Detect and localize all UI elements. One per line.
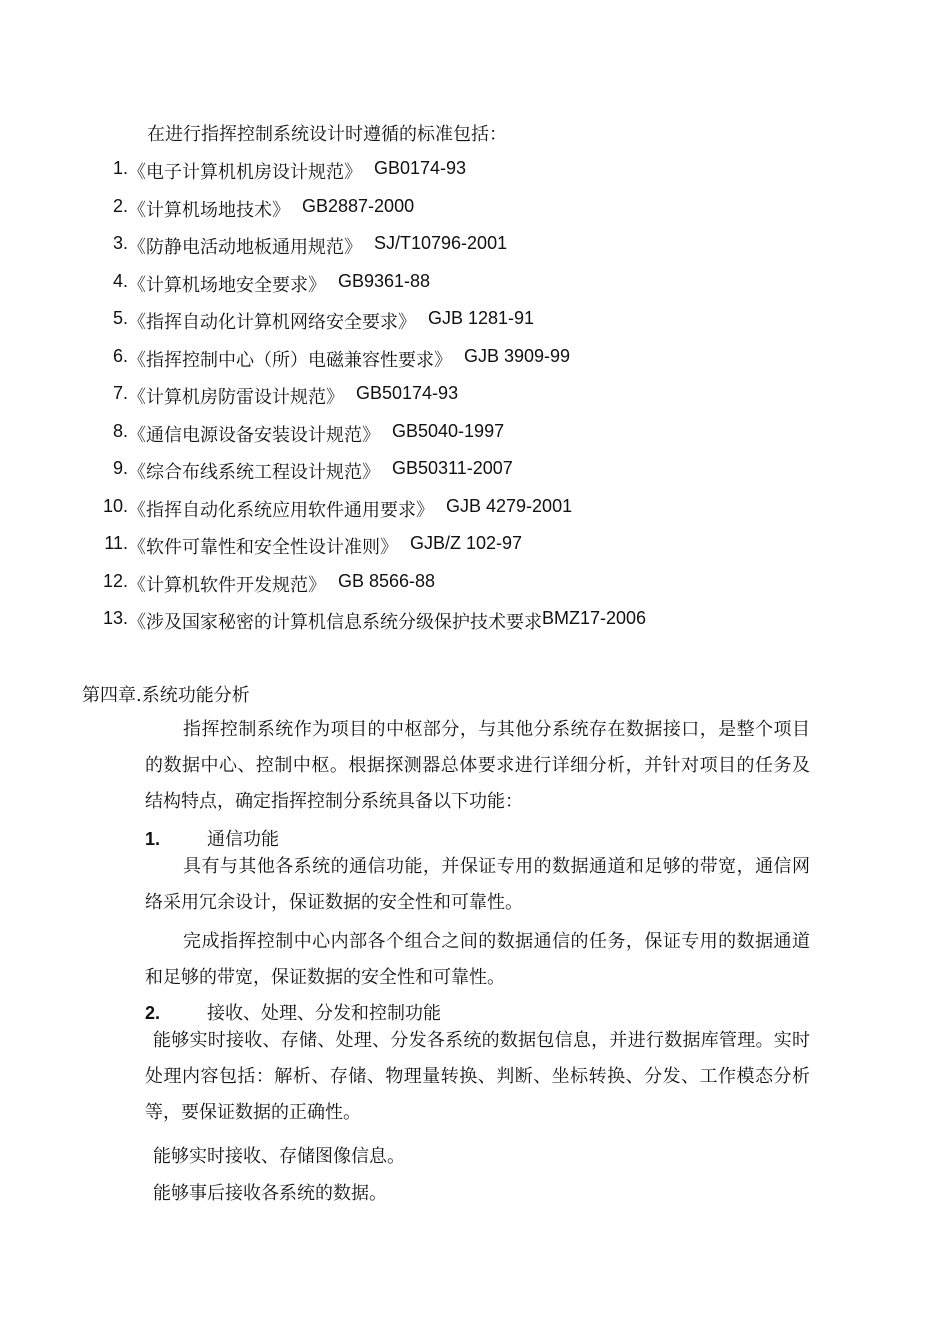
section-title: 接收、处理、分发和控制功能 (207, 1003, 441, 1024)
standard-title: 《综合布线系统工程设计规范》 (128, 462, 380, 483)
item-number: 13. (102, 608, 128, 628)
list-item (96, 308, 646, 346)
standard-title: 《计算机场地技术》 (128, 199, 290, 221)
standard-title: 《通信电源设备安装设计规范》 (128, 424, 380, 446)
standard-code: GB5040-1997 (392, 420, 505, 441)
standard-title: 《计算机软件开发规范》 (128, 574, 326, 596)
list-item (96, 533, 646, 571)
standard-code: GJB 1281-91 (428, 308, 535, 328)
overview-paragraph: 指挥控制系统作为项目的中枢部分，与其他分系统存在数据接口，是整个项目的数据中心、控制中枢。根据探测器总体要求进行详细分析，并针对项目的任务及结构特点，确定指挥控制分系统具备以下功能： (145, 719, 810, 812)
list-item (96, 196, 646, 234)
standard-code: GB50311-2007 (392, 458, 513, 478)
section-paragraph: 具有与其他各系统的通信功能，并保证专用的数据通道和足够的带宽，通信网络采用冗余设计，保证数据的安全性和可靠性。 (145, 856, 810, 913)
section-paragraph: 能够实时接收、存储、处理、分发各系统的数据包信息，并进行数据库管理。实时处理内容包括：解析、存储、物理量转换、判断、坐标转换、分发、工作模态分析等，要保证数据的正确性。 (145, 1030, 810, 1123)
item-number: 7. (112, 383, 128, 403)
section-line: 能够实时接收、存储图像信息。 (153, 1146, 405, 1167)
standards-intro: 在进行指挥控制系统设计时遵循的标准包括： (147, 124, 507, 145)
standard-code: GJB 3909-99 (464, 345, 571, 366)
standard-title: 《指挥自动化系统应用软件通用要求》 (128, 499, 434, 521)
standard-title: 《防静电活动地板通用规范》 (128, 237, 362, 258)
list-item (96, 496, 646, 534)
list-item (96, 421, 646, 459)
standard-title: 《指挥自动化计算机网络安全要求》 (128, 312, 416, 333)
standard-title: 《涉及国家秘密的计算机信息系统分级保护技术要求 (128, 612, 542, 633)
section-number: 1. (145, 829, 161, 849)
standard-code: GB0174-93 (374, 158, 467, 178)
item-number: 5. (112, 308, 128, 328)
list-item (96, 346, 646, 384)
section-heading (145, 825, 279, 851)
list-item (96, 271, 646, 309)
item-number: 2. (112, 195, 128, 216)
list-item (96, 458, 646, 496)
standard-title: 《指挥控制中心（所）电磁兼容性要求》 (128, 349, 452, 371)
section-number: 2. (145, 1003, 161, 1023)
standard-code: GB50174-93 (356, 383, 459, 403)
standard-code: GJB 4279-2001 (446, 495, 573, 516)
standard-code: GB9361-88 (338, 270, 431, 291)
item-number: 4. (112, 270, 128, 291)
standard-title: 《电子计算机机房设计规范》 (128, 162, 362, 183)
list-item (96, 571, 646, 609)
chapter-heading: 第四章.系统功能分析 (82, 685, 250, 706)
item-number: 6. (112, 345, 128, 366)
standards-list (96, 158, 646, 646)
item-number: 8. (112, 420, 128, 441)
standard-code: GB 8566-88 (338, 570, 436, 591)
list-item (96, 158, 646, 196)
standard-code: GB2887-2000 (302, 195, 415, 216)
item-number: 3. (112, 233, 128, 253)
item-number: 1. (112, 158, 128, 178)
standard-title: 《软件可靠性和安全性设计准则》 (128, 537, 398, 558)
section-heading (145, 999, 441, 1025)
standard-code: SJ/T10796-2001 (374, 233, 508, 253)
standard-title: 《计算机场地安全要求》 (128, 274, 326, 296)
standard-code: BMZ17-2006 (542, 608, 647, 628)
item-number: 10. (102, 495, 128, 516)
list-item (96, 608, 646, 646)
standard-code: GJB/Z 102-97 (410, 533, 523, 553)
section-line: 能够事后接收各系统的数据。 (153, 1183, 387, 1204)
list-item (96, 233, 646, 271)
section-title: 通信功能 (207, 829, 279, 850)
item-number: 9. (112, 458, 128, 478)
standard-title: 《计算机房防雷设计规范》 (128, 387, 344, 408)
item-number: 12. (102, 570, 128, 591)
list-item (96, 383, 646, 421)
section-paragraph: 完成指挥控制中心内部各个组合之间的数据通信的任务，保证专用的数据通道和足够的带宽，保证数据的安全性和可靠性。 (145, 931, 810, 988)
item-number: 11. (104, 533, 128, 553)
